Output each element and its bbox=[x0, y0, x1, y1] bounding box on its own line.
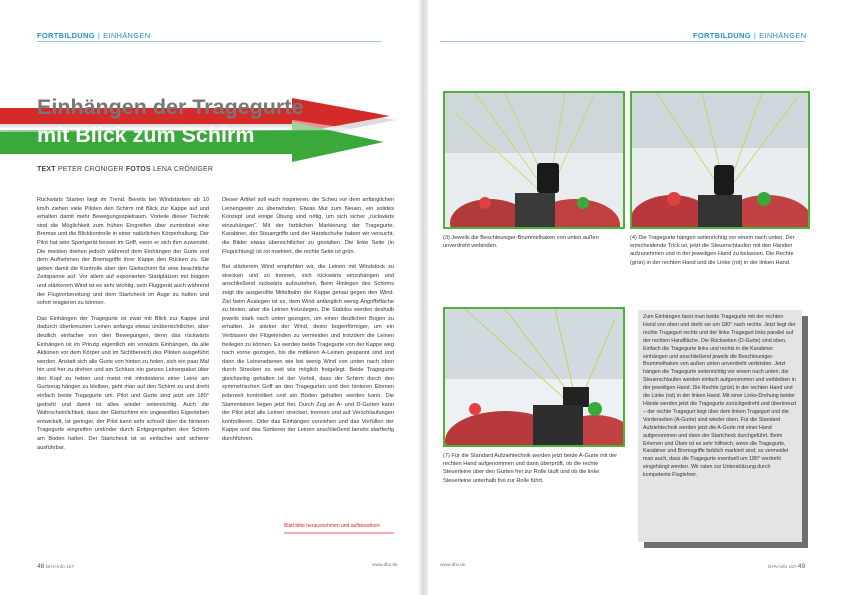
photo-7-image bbox=[445, 309, 623, 445]
right-folio bbox=[768, 563, 805, 570]
credit-photo-name: LENA CRÖNIGER bbox=[152, 166, 214, 173]
paragraph: Das Einhängen der Tragegurte ist zwar mit Blick zur Kappe und dadurch überkreuzten Leinen anfangs etwas unübersichtlicher, aber deutlich einfacher von den Bewegungen, denn das rückwärts Einhängen ist im Prinzip eigentlich ein vorwärts Einhängen, da alle Aktionen vor dem Körper und im Sichtbereich des Piloten ausgeführt werden. Anstatt sich alle Gurte von hinten zu holen, sich ein paar Mal hin und her zu drehen und am Schluss ein ganzes Leinenpaket über den Kopf zu heben und meist mit mindestens einer Leine am Gurtzeug hängen zu bleiben, geht man auf den Schirm zu und dreht einfach beide Tragegurte um. Pilot und Gurte sind jetzt um 180° gedreht und damit ist alles wieder seitenrichtig. Auch die Wahrscheinlichkeit, dass der Gleitschirm ein ungewolltes Eigenleben entwickelt, ist geringer, der Pilot kann sehr schnell über die hinteren Tragegurte eingreifen und/oder durch Entgegengehen den Schirm am Boden halten. Der Startcheck ist so einfacher und sicherer ausführbar. bbox=[37, 315, 209, 451]
tear-out-hint bbox=[284, 523, 380, 529]
page-number-left: 48 bbox=[37, 563, 45, 570]
caption-4: (4) Die Tragegurte hängen seitenrichtig vor einem nach unten. Der entscheidende Trick ist, jetzt die Steuerschlaufen mit den Händen aufzunehmen und in der jeweiligen Hand zu belassen. Die Rechte (grün) in der rechten Hand und die Linke (rot) in der linken Hand. bbox=[630, 235, 795, 266]
running-head-topic: EINHÄNGEN bbox=[759, 31, 807, 40]
title-line-2: mit Blick zum Schirm bbox=[37, 123, 255, 147]
magazine-name-left: DHV-info 167 bbox=[45, 565, 75, 570]
paragraph: Rückwärts Starten liegt im Trend. Bereits bei Windstärken ab 10 km/h ziehen viele Piloten den Schirm mit Blick zur Kappe auf und erhalten damit mehr Bewegungsspielraum. Vorteile dieser Technik sind die Möglichkeit zum frühen Eingreifen über zumindest eine Bremse und die Blickkontrolle in einer natürlichen Körperhaltung. Der Pilot hat sein Sportgerät besser im Griff, wenn er sich ihm zuwendet. Die meisten drehen jedoch während dem Einhängen der Gurte und dem Aufnehmen der Bremsgriffe ihrer Kappe den Rücken zu. Sie geben damit die Kontrolle über den Gleitschirm für eine beachtliche Zeitspanne auf. Vor allem auf exponierten Startplätzen mit böigem und stärkerem Wind ist es sehr wichtig, sein Fluggerät auch während der Flugvorbereitung und dem Startcheck im Auge zu halten und sofort reagieren zu können. bbox=[37, 197, 209, 307]
title-line-1: Einhängen der Tragegurte bbox=[37, 95, 304, 119]
photo-3-image bbox=[445, 93, 623, 227]
running-head-topic: EINHÄNGEN bbox=[103, 31, 151, 40]
running-head-separator: | bbox=[753, 31, 757, 40]
credit-photo-label: FOTOS bbox=[125, 166, 151, 173]
left-header-rule bbox=[37, 41, 382, 42]
magazine-name-right: DHV-info 167 bbox=[768, 565, 797, 570]
article-title bbox=[37, 93, 303, 149]
caption-3: (3) Jeweils die Beschleuniger-Brummelhaken von unten außen unverdreht verbinden. bbox=[443, 235, 599, 250]
running-head-section: FORTBILDUNG bbox=[37, 31, 95, 40]
running-head-section: FORTBILDUNG bbox=[693, 31, 751, 40]
info-box-text: Zum Einhängen fasst man beide Tragegurte mit der rechten Hand von oben und dreht sie um 180° nach rechts. Jetzt liegt der rechte Tragegurt rechts und der linke Tragegurt links parallel auf der rechten Handfläche. Die Rückseiten (D-Gurte) sind oben. Einfach die Tragegurte links und rechts in die Karabiner einhängen und anschließend jeweils die Beschleuniger-Brummelhaken von außen unten unverdreht verbinden. Jetzt hängen die Tragegurte seitenrichtig vor einem nach unten; die Steuerschlaufen werden einfach aufgenommen und verbleiben in der jeweiligen Hand. Die Rechte (grün) in der rechten Hand und die Linke (rot) in der linken Hand. Mit einer Links-Drehung beider Hände werden jetzt die Tragegurte zurückgedreht und überkreuzt – der rechte Tragegurt liegt über dem linken Tragegurt und die Vorderseiten (A-Gurte) sind wieder oben. Für die Standard Aufziehtechnik werden jetzt die A-Gurte mit einer Hand aufgenommen und dann der Startcheck durchgeführt. Beim Erlernen und Üben ist es sehr hilfreich, wenn die Tragegurte, Karabiner und Bremsgriffe farblich markiert sind; so vermeidet man auch, dass die Tragegurte eventuell um 180° verdreht eingehängt werden. Wir raten zur Unterstützung durch kompetente Fluglehrer. bbox=[643, 314, 797, 479]
credit-text-name: PETER CRÖNIGER bbox=[57, 166, 124, 173]
left-folio bbox=[37, 563, 74, 570]
page-gutter bbox=[418, 0, 428, 595]
body-column-1 bbox=[37, 196, 209, 459]
credit-text-label: TEXT bbox=[37, 166, 56, 173]
left-running-head bbox=[37, 31, 150, 40]
page-number-right: 49 bbox=[797, 563, 806, 570]
left-folio-web: www.dhv.de bbox=[372, 563, 398, 568]
body-column-2 bbox=[222, 196, 394, 451]
photo-7 bbox=[443, 307, 625, 447]
caption-7: (7) Für die Standard Aufziehtechnik werden jetzt beide A-Gurte mit der rechten Hand aufgenommen und dann überprüft, ob die rechte Steuerleine über den Gurten frei zur Rolle läuft und ob die linke Steuerleine unterhalb frei zur Rolle führt. bbox=[443, 453, 618, 484]
photo-4 bbox=[630, 91, 810, 229]
tear-out-hint-text: Blatt bitte herausnehmen und aufbewahren bbox=[284, 523, 380, 529]
info-box bbox=[638, 310, 802, 542]
paragraph: Bei stärkerem Wind empfehlen wir, die Leinen mit Windstock zu strecken und zu trennen, sich rückwärts einzuhängen und anschließend rückwärts aufzuziehen. Beim Hinlegen des Schirms zeigt die ausgerollte Mittelbahn der Kappe genau gegen den Wind. Ziel beim Auslegen ist es, dem Wind anfänglich wenig Angriffsfläche zu bieten, aber die Leinen freizulegen. Die Stabilos werden deshalb jeweils stark nach unten gezogen, um einen deutlichen Bogen zu erhalten. Je stärker der Wind, desto bogenförmiger, um ein Verblasen der Flügelenden zu vermeiden und trotzdem die Leinen freilegen zu können. Es werden beide Tragegurte von der Kappe weg nach vorne gezogen, bis die mittleren A-Leinen gespannt sind und dann die Leinenebenen wie bei wenig Wind von unten nach oben durch Strecken so weit wie möglich freigelegt. Beide Tragegurte gleichzeitig gehalten ist der Vorteil, dass der Schirm durch den symmetrischen Griff an den Tragegurten und den hinteren Ebenen jederzeit kontrolliert und am Boden gehalten werden kann. Die Stammleinen liegen jetzt frei. Durch Zug an A- und D-Gurten kann der Pilot jetzt alle Leinen strecken, trennen und auf Verschlaufungen kontrollieren. Oder das Einhängen vorziehen und das Vorfüllen der Kappe und das Sortieren der Leinen anschließend bereits startfertig durchführen. bbox=[222, 264, 394, 443]
paragraph: Dieser Artikel soll euch inspirieren, die Scheu vor dem anfänglichen Leinengewirr zu überwinden. Etwas Mut zum Neuen, ein solides Konzept und einige Übung sind nötig, um sich sicher „rückwärts einzuhängen“. Mit der farblichen Markierung der Tragegurte, Karabiner, der Steuergriffe und der Handschuhe haben wir versucht, die Bilder etwas übersichtlicher zu gestalten. Die linke Seite (in Flugrichtung) ist rot markiert, die rechte Seite ist grün. bbox=[222, 197, 394, 255]
right-running-head bbox=[693, 31, 806, 40]
right-header-rule bbox=[440, 41, 805, 42]
photo-3 bbox=[443, 91, 625, 229]
photo-4-image bbox=[632, 93, 808, 227]
right-folio-web: www.dhv.de bbox=[440, 563, 466, 568]
tear-out-hint-line bbox=[284, 530, 396, 536]
running-head-separator: | bbox=[97, 31, 101, 40]
